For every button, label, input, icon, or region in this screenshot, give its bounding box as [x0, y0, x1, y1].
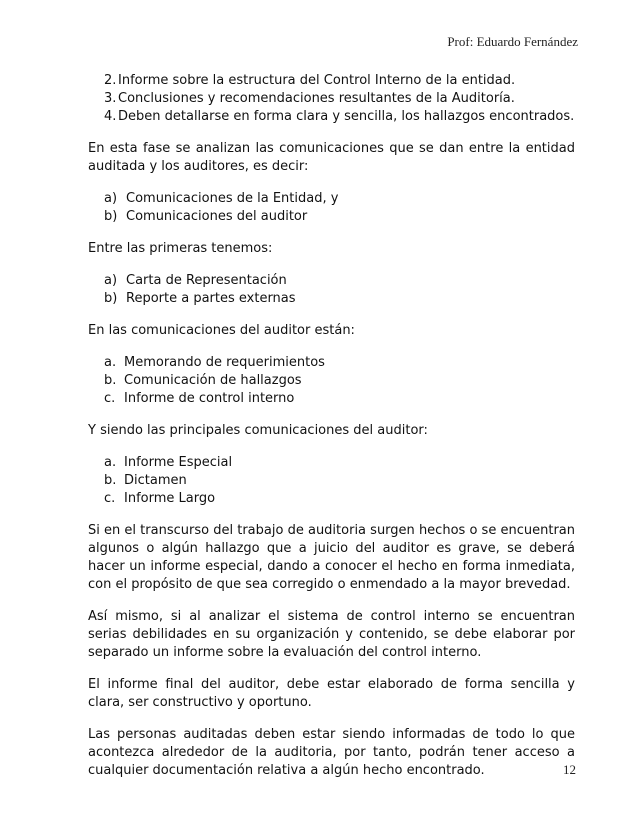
list-marker: b) — [104, 209, 118, 224]
page-header-author: Prof: Eduardo Fernández — [447, 34, 578, 49]
list-marker: b. — [104, 473, 117, 488]
list-marker: a) — [104, 191, 118, 206]
list-item — [88, 90, 575, 108]
list-item-text: Comunicaciones de la Entidad, y — [126, 191, 339, 206]
list-item — [88, 72, 575, 90]
list-marker: 4. — [104, 109, 117, 124]
entity-communications-list — [88, 272, 575, 308]
list-item-text: Carta de Representación — [126, 273, 287, 288]
list-marker: c. — [104, 391, 116, 406]
list-item — [88, 208, 575, 226]
paragraph: Así mismo, si al analizar el sistema de control interno se encuentran serias debilidades en su organización y contenido, se debe elaborar por separado un informe sobre la evaluación del control interno. — [88, 609, 575, 660]
list-item-text: Reporte a partes externas — [126, 291, 296, 306]
list-item — [88, 290, 575, 308]
list-item-text: Dictamen — [124, 473, 187, 488]
auditor-communications-list — [88, 354, 575, 408]
list-marker: a. — [104, 455, 117, 470]
paragraph: Entre las primeras tenemos: — [88, 241, 273, 256]
main-communications-list — [88, 454, 575, 508]
paragraph: En las comunicaciones del auditor están: — [88, 323, 355, 338]
list-item-text: Deben detallarse en forma clara y sencilla, los hallazgos encontrados. — [118, 109, 575, 124]
list-item — [88, 354, 575, 372]
list-item-text: Informe sobre la estructura del Control Interno de la entidad. — [118, 73, 516, 88]
numbered-list — [88, 72, 575, 126]
list-item — [88, 272, 575, 290]
list-item-text: Informe de control interno — [124, 391, 295, 406]
list-marker: a. — [104, 355, 117, 370]
list-marker: c. — [104, 491, 116, 506]
paragraph: Si en el transcurso del trabajo de auditoria surgen hechos o se encuentran algunos o algún hallazgo que a juicio del auditor es grave, se deberá hacer un informe especial, dando a conocer el hecho en forma inmediata, con el propósito de que sea corregido o enmendado a la mayor brevedad. — [88, 523, 575, 592]
list-marker: b. — [104, 373, 117, 388]
list-item — [88, 390, 575, 408]
paragraph: En esta fase se analizan las comunicaciones que se dan entre la entidad auditada y los auditores, es decir: — [88, 141, 575, 174]
list-item-text: Comunicaciones del auditor — [126, 209, 308, 224]
list-marker: b) — [104, 291, 118, 306]
page-content — [88, 72, 575, 794]
list-item-text: Informe Especial — [124, 455, 233, 470]
communications-list — [88, 190, 575, 226]
page-number: 12 — [563, 762, 576, 777]
list-item-text: Memorando de requerimientos — [124, 355, 325, 370]
list-item — [88, 190, 575, 208]
list-item — [88, 372, 575, 390]
list-item — [88, 472, 575, 490]
paragraph: Y siendo las principales comunicaciones del auditor: — [88, 423, 428, 438]
list-marker: a) — [104, 273, 118, 288]
list-item-text: Conclusiones y recomendaciones resultantes de la Auditoría. — [118, 91, 515, 106]
list-item — [88, 454, 575, 472]
list-marker: 3. — [104, 91, 117, 106]
list-item-text: Comunicación de hallazgos — [124, 373, 302, 388]
paragraph: El informe final del auditor, debe estar elaborado de forma sencilla y clara, ser constructivo y oportuno. — [88, 677, 575, 710]
list-marker: 2. — [104, 73, 117, 88]
list-item-text: Informe Largo — [124, 491, 216, 506]
list-item — [88, 108, 575, 126]
list-item — [88, 490, 575, 508]
paragraph: Las personas auditadas deben estar siendo informadas de todo lo que acontezca alrededor de la auditoria, por tanto, podrán tener acceso a cualquier documentación relativa a algún hecho encontrado. — [88, 727, 575, 778]
